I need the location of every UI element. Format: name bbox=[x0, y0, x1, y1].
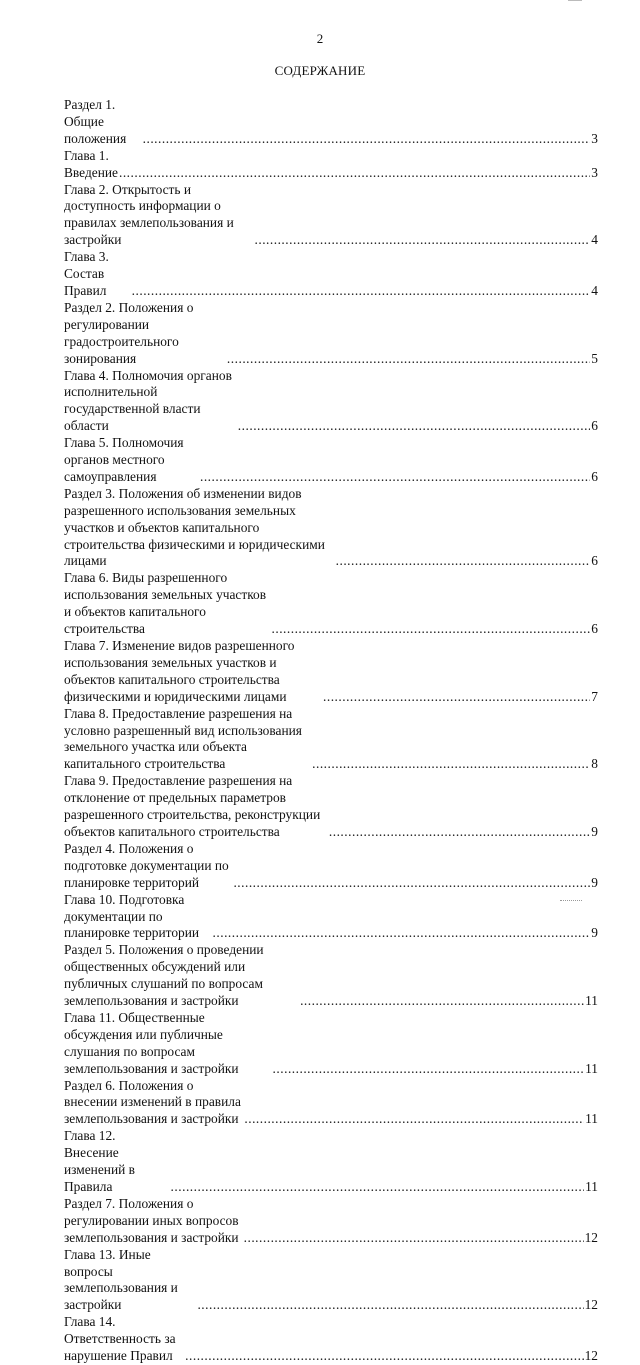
toc-entry bbox=[64, 942, 598, 1010]
dot-leader bbox=[244, 1230, 584, 1247]
dot-leader bbox=[238, 418, 591, 435]
toc-entry bbox=[64, 706, 598, 774]
dot-leader bbox=[119, 165, 590, 182]
toc-entry bbox=[64, 486, 598, 571]
toc-entry bbox=[64, 249, 598, 300]
toc-entry-page-number: 7 bbox=[591, 688, 598, 704]
toc-entry bbox=[64, 773, 598, 841]
toc-entry-title: Глава 11. Общественные обсуждения или публичные слушания по вопросам землепользования и застройки bbox=[64, 1009, 239, 1076]
toc-entry-page-number: 6 bbox=[591, 621, 598, 637]
toc-entry-page-number: 12 bbox=[584, 1229, 598, 1245]
toc-entry-page-number: 11 bbox=[585, 1179, 598, 1194]
toc-entry-page-number: 11 bbox=[585, 1060, 598, 1076]
dot-leader bbox=[197, 1297, 583, 1314]
toc-entry bbox=[64, 1078, 598, 1129]
dot-leader bbox=[143, 131, 591, 148]
toc-entry-page-number: 6 bbox=[591, 418, 598, 434]
toc-entry bbox=[64, 841, 598, 892]
toc-entry bbox=[64, 1247, 598, 1315]
dot-leader bbox=[300, 993, 584, 1010]
scan-mark-bottom bbox=[560, 898, 582, 901]
toc-entry bbox=[64, 638, 598, 706]
dot-leader bbox=[312, 756, 590, 773]
toc-entry bbox=[64, 368, 598, 436]
dot-leader bbox=[227, 351, 590, 368]
toc-entry-page-number: 12 bbox=[584, 1348, 598, 1364]
toc-entry-page-number: 3 bbox=[591, 164, 598, 180]
toc-heading: СОДЕРЖАНИЕ bbox=[274, 63, 366, 78]
page-number: 2 bbox=[316, 31, 324, 46]
toc-entry-title: Раздел 2. Положения о регулировании градостроительного зонирования bbox=[64, 299, 194, 366]
toc-entry bbox=[64, 1196, 598, 1247]
toc-entry bbox=[64, 435, 598, 486]
dot-leader bbox=[329, 824, 590, 841]
toc-entry bbox=[64, 570, 598, 638]
toc-entry bbox=[64, 1128, 598, 1196]
dot-leader bbox=[233, 875, 590, 892]
toc-entry-page-number: 4 bbox=[591, 232, 598, 248]
toc-entry bbox=[64, 97, 598, 148]
dot-leader bbox=[255, 232, 591, 249]
toc-entry-page-number: 3 bbox=[591, 130, 598, 146]
toc-entry-page-number: 9 bbox=[591, 925, 598, 941]
dot-leader bbox=[272, 621, 591, 638]
toc-entry-title: Раздел 3. Положения об изменении видов разрешенного использования земельных участков и объектов капитального строительства физическими и юридическими лицами bbox=[64, 485, 325, 569]
dot-leader bbox=[185, 1348, 583, 1365]
dot-leader bbox=[200, 469, 590, 486]
toc-entry-title: Раздел 6. Положения о внесении изменений в правила землепользования и застройки bbox=[64, 1077, 241, 1127]
toc-entry-title: Глава 4. Полномочия органов исполнительной государственной власти области bbox=[64, 367, 232, 434]
toc-entry-title: Глава 2. Открытость и доступность информации о правилах землепользования и застройки bbox=[64, 181, 234, 248]
dot-leader bbox=[171, 1179, 585, 1196]
toc-entry-page-number: 5 bbox=[591, 350, 598, 366]
toc-entry bbox=[64, 148, 598, 182]
toc-entry-page-number: 6 bbox=[591, 553, 598, 569]
toc-entry-page-number: 12 bbox=[584, 1297, 598, 1313]
dot-leader bbox=[323, 689, 590, 706]
toc-entry-title: Глава 6. Виды разрешенного использования земельных участков и объектов капитального строительства bbox=[64, 570, 267, 637]
toc-entry bbox=[64, 182, 598, 250]
toc-entry-page-number: 9 bbox=[591, 823, 598, 839]
dot-leader bbox=[273, 1061, 585, 1078]
toc-entry-title: Раздел 4. Положения о подготовке документации по планировке территорий bbox=[64, 840, 229, 890]
dot-leader bbox=[336, 553, 591, 570]
toc-entry-title: Глава 12. Внесение изменений в Правила bbox=[64, 1128, 135, 1194]
toc-entry-page-number: 4 bbox=[591, 282, 598, 298]
toc-entry-title: Глава 8. Предоставление разрешения на условно разрешенный вид использования земельного участка или объекта капитального строительства bbox=[64, 705, 302, 772]
table-of-contents bbox=[64, 97, 598, 1365]
toc-entry-page-number: 8 bbox=[591, 756, 598, 772]
toc-entry-title: Глава 5. Полномочия органов местного самоуправления bbox=[64, 435, 184, 484]
toc-entry-page-number: 6 bbox=[591, 468, 598, 484]
toc-entry-title: Глава 3. Состав Правил bbox=[64, 249, 109, 298]
toc-entry-title: Глава 10. Подготовка документации по планировке территории bbox=[64, 891, 200, 941]
dot-leader bbox=[213, 925, 591, 942]
toc-entry-page-number: 9 bbox=[591, 874, 598, 890]
dot-leader bbox=[244, 1111, 584, 1128]
toc-entry-title: Глава 7. Изменение видов разрешенного использования земельных участков и объектов капитального строительства физическими и юридическими лицами bbox=[64, 638, 295, 704]
toc-entry bbox=[64, 300, 598, 368]
toc-entry-page-number: 11 bbox=[585, 993, 598, 1009]
toc-entry-title: Раздел 7. Положения о регулировании иных вопросов землепользования и застройки bbox=[64, 1195, 239, 1245]
toc-entry-title: Глава 9. Предоставление разрешения на отклонение от предельных параметров разрешенного строительства, реконструкции объектов капитального строительства bbox=[64, 773, 321, 839]
toc-entry-title: Раздел 1. Общие положения bbox=[64, 97, 127, 146]
scan-mark-top bbox=[568, 0, 582, 3]
toc-entry bbox=[64, 1314, 598, 1365]
toc-entry-title: Глава 13. Иные вопросы землепользования и застройки bbox=[64, 1246, 178, 1313]
toc-entry bbox=[64, 1010, 598, 1078]
toc-entry bbox=[64, 892, 598, 943]
dot-leader bbox=[132, 283, 591, 300]
toc-entry-title: Глава 14. Ответственность за нарушение Правил bbox=[64, 1314, 176, 1364]
toc-entry-title: Глава 1. Введение bbox=[64, 147, 118, 180]
toc-entry-title: Раздел 5. Положения о проведении общественных обсуждений или публичных слушаний по вопросам землепользования и застройки bbox=[64, 942, 264, 1009]
toc-entry-page-number: 11 bbox=[585, 1111, 598, 1127]
